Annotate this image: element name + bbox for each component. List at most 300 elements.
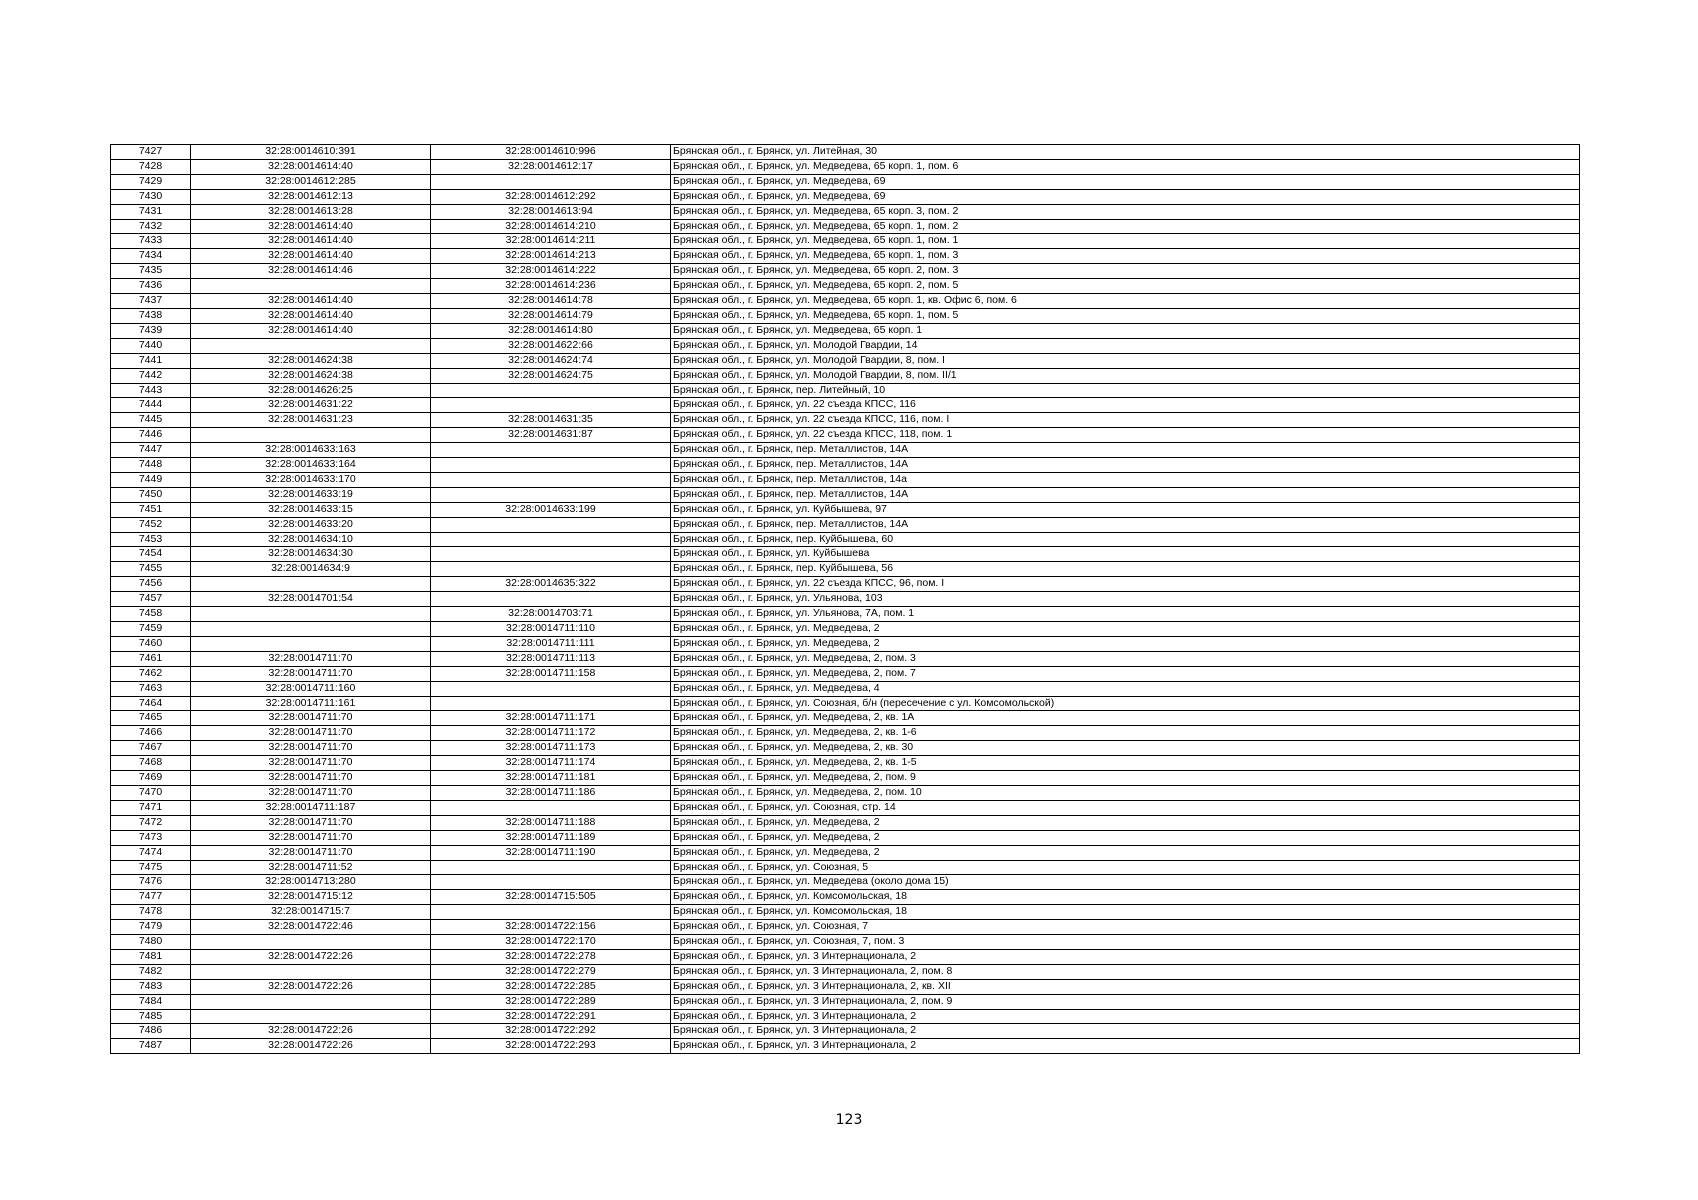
table-row — [111, 308, 1580, 323]
land-cadastral-number-cell — [191, 964, 431, 979]
land-cadastral-number-cell: 32:28:0014722:26 — [191, 1039, 431, 1054]
row-number-cell: 7481 — [111, 949, 191, 964]
address-cell: Брянская обл., г. Брянск, ул. 3 Интернационала, 2, пом. 8 — [671, 964, 1580, 979]
row-number-cell: 7432 — [111, 219, 191, 234]
address-cell: Брянская обл., г. Брянск, ул. Комсомольская, 18 — [671, 905, 1580, 920]
land-cadastral-number-cell: 32:28:0014614:40 — [191, 308, 431, 323]
row-number-cell: 7429 — [111, 174, 191, 189]
object-cadastral-number-cell: 32:28:0014722:292 — [431, 1024, 671, 1039]
object-cadastral-number-cell: 32:28:0014624:74 — [431, 353, 671, 368]
row-number-cell: 7461 — [111, 651, 191, 666]
row-number-cell: 7445 — [111, 413, 191, 428]
table-row — [111, 353, 1580, 368]
address-cell: Брянская обл., г. Брянск, ул. Куйбышева, 97 — [671, 502, 1580, 517]
row-number-cell: 7440 — [111, 338, 191, 353]
address-cell: Брянская обл., г. Брянск, ул. Медведева, 2 — [671, 815, 1580, 830]
land-cadastral-number-cell — [191, 636, 431, 651]
address-cell: Брянская обл., г. Брянск, ул. Медведева, 65 корп. 1, пом. 5 — [671, 308, 1580, 323]
land-cadastral-number-cell: 32:28:0014613:28 — [191, 204, 431, 219]
table-row — [111, 383, 1580, 398]
row-number-cell: 7478 — [111, 905, 191, 920]
address-cell: Брянская обл., г. Брянск, ул. Куйбышева — [671, 547, 1580, 562]
table-row — [111, 875, 1580, 890]
row-number-cell: 7442 — [111, 368, 191, 383]
object-cadastral-number-cell: 32:28:0014613:94 — [431, 204, 671, 219]
land-cadastral-number-cell: 32:28:0014711:70 — [191, 741, 431, 756]
object-cadastral-number-cell: 32:28:0014711:158 — [431, 666, 671, 681]
object-cadastral-number-cell — [431, 487, 671, 502]
land-cadastral-number-cell: 32:28:0014711:70 — [191, 771, 431, 786]
row-number-cell: 7457 — [111, 592, 191, 607]
row-number-cell: 7452 — [111, 517, 191, 532]
object-cadastral-number-cell: 32:28:0014614:78 — [431, 294, 671, 309]
table-row — [111, 964, 1580, 979]
object-cadastral-number-cell — [431, 696, 671, 711]
row-number-cell: 7451 — [111, 502, 191, 517]
row-number-cell: 7464 — [111, 696, 191, 711]
address-cell: Брянская обл., г. Брянск, пер. Металлистов, 14А — [671, 487, 1580, 502]
land-cadastral-number-cell: 32:28:0014614:40 — [191, 294, 431, 309]
table-row — [111, 905, 1580, 920]
address-cell: Брянская обл., г. Брянск, ул. Медведева, 2 — [671, 622, 1580, 637]
table-row — [111, 651, 1580, 666]
table-row — [111, 741, 1580, 756]
table-row — [111, 860, 1580, 875]
address-cell: Брянская обл., г. Брянск, ул. Молодой Гвардии, 8, пом. II/1 — [671, 368, 1580, 383]
object-cadastral-number-cell — [431, 383, 671, 398]
object-cadastral-number-cell: 32:28:0014711:173 — [431, 741, 671, 756]
row-number-cell: 7450 — [111, 487, 191, 502]
row-number-cell: 7459 — [111, 622, 191, 637]
table-row — [111, 845, 1580, 860]
row-number-cell: 7447 — [111, 443, 191, 458]
object-cadastral-number-cell — [431, 875, 671, 890]
object-cadastral-number-cell: 32:28:0014711:110 — [431, 622, 671, 637]
land-cadastral-number-cell — [191, 622, 431, 637]
object-cadastral-number-cell — [431, 472, 671, 487]
row-number-cell: 7477 — [111, 890, 191, 905]
row-number-cell: 7479 — [111, 920, 191, 935]
object-cadastral-number-cell: 32:28:0014635:322 — [431, 577, 671, 592]
page-number: 123 — [835, 1112, 863, 1128]
land-cadastral-number-cell: 32:28:0014614:46 — [191, 264, 431, 279]
object-cadastral-number-cell: 32:28:0014711:188 — [431, 815, 671, 830]
land-cadastral-number-cell: 32:28:0014614:40 — [191, 234, 431, 249]
object-cadastral-number-cell: 32:28:0014614:222 — [431, 264, 671, 279]
address-cell: Брянская обл., г. Брянск, ул. Медведева, 2, пом. 7 — [671, 666, 1580, 681]
row-number-cell: 7448 — [111, 458, 191, 473]
land-cadastral-number-cell: 32:28:0014722:26 — [191, 949, 431, 964]
row-number-cell: 7462 — [111, 666, 191, 681]
table-row — [111, 159, 1580, 174]
land-cadastral-number-cell: 32:28:0014711:70 — [191, 711, 431, 726]
object-cadastral-number-cell: 32:28:0014722:285 — [431, 979, 671, 994]
object-cadastral-number-cell: 32:28:0014633:199 — [431, 502, 671, 517]
row-number-cell: 7430 — [111, 189, 191, 204]
address-cell: Брянская обл., г. Брянск, пер. Металлистов, 14а — [671, 472, 1580, 487]
object-cadastral-number-cell: 32:28:0014614:79 — [431, 308, 671, 323]
table-row — [111, 264, 1580, 279]
table-row — [111, 294, 1580, 309]
object-cadastral-number-cell — [431, 681, 671, 696]
table-row — [111, 756, 1580, 771]
table-row — [111, 1024, 1580, 1039]
table-row — [111, 815, 1580, 830]
land-cadastral-number-cell: 32:28:0014614:40 — [191, 249, 431, 264]
table-row — [111, 979, 1580, 994]
row-number-cell: 7460 — [111, 636, 191, 651]
address-cell: Брянская обл., г. Брянск, ул. 22 съезда КПСС, 96, пом. I — [671, 577, 1580, 592]
land-cadastral-number-cell: 32:28:0014711:161 — [191, 696, 431, 711]
row-number-cell: 7438 — [111, 308, 191, 323]
object-cadastral-number-cell: 32:28:0014614:211 — [431, 234, 671, 249]
land-cadastral-number-cell — [191, 1009, 431, 1024]
address-cell: Брянская обл., г. Брянск, ул. Медведева, 65 корп. 1, пом. 3 — [671, 249, 1580, 264]
address-cell: Брянская обл., г. Брянск, ул. Медведева, 65 корп. 1, пом. 1 — [671, 234, 1580, 249]
land-cadastral-number-cell: 32:28:0014711:70 — [191, 666, 431, 681]
address-cell: Брянская обл., г. Брянск, ул. Медведева, 2, кв. 1-6 — [671, 726, 1580, 741]
object-cadastral-number-cell: 32:28:0014612:17 — [431, 159, 671, 174]
table-row — [111, 890, 1580, 905]
table-row — [111, 636, 1580, 651]
address-cell: Брянская обл., г. Брянск, ул. 3 Интернационала, 2, пом. 9 — [671, 994, 1580, 1009]
object-cadastral-number-cell: 32:28:0014631:35 — [431, 413, 671, 428]
land-cadastral-number-cell: 32:28:0014633:170 — [191, 472, 431, 487]
address-cell: Брянская обл., г. Брянск, ул. Медведева, 65 корп. 3, пом. 2 — [671, 204, 1580, 219]
row-number-cell: 7444 — [111, 398, 191, 413]
object-cadastral-number-cell: 32:28:0014711:189 — [431, 830, 671, 845]
land-cadastral-number-cell: 32:28:0014633:19 — [191, 487, 431, 502]
table-row — [111, 189, 1580, 204]
row-number-cell: 7456 — [111, 577, 191, 592]
object-cadastral-number-cell: 32:28:0014722:278 — [431, 949, 671, 964]
table-row — [111, 472, 1580, 487]
address-cell: Брянская обл., г. Брянск, ул. Медведева, 2 — [671, 845, 1580, 860]
address-cell: Брянская обл., г. Брянск, ул. Молодой Гвардии, 14 — [671, 338, 1580, 353]
land-cadastral-number-cell: 32:28:0014612:285 — [191, 174, 431, 189]
land-cadastral-number-cell: 32:28:0014633:20 — [191, 517, 431, 532]
table-row — [111, 949, 1580, 964]
object-cadastral-number-cell — [431, 458, 671, 473]
land-cadastral-number-cell: 32:28:0014711:70 — [191, 651, 431, 666]
address-cell: Брянская обл., г. Брянск, ул. Союзная, 5 — [671, 860, 1580, 875]
address-cell: Брянская обл., г. Брянск, ул. Медведева, 65 корп. 1 — [671, 323, 1580, 338]
row-number-cell: 7467 — [111, 741, 191, 756]
land-cadastral-number-cell: 32:28:0014614:40 — [191, 159, 431, 174]
row-number-cell: 7455 — [111, 562, 191, 577]
address-cell: Брянская обл., г. Брянск, ул. 3 Интернационала, 2 — [671, 1024, 1580, 1039]
row-number-cell: 7470 — [111, 785, 191, 800]
address-cell: Брянская обл., г. Брянск, ул. 3 Интернационала, 2 — [671, 1009, 1580, 1024]
table-row — [111, 800, 1580, 815]
row-number-cell: 7476 — [111, 875, 191, 890]
table-row — [111, 771, 1580, 786]
row-number-cell: 7482 — [111, 964, 191, 979]
table-row — [111, 458, 1580, 473]
row-number-cell: 7439 — [111, 323, 191, 338]
land-cadastral-number-cell: 32:28:0014711:187 — [191, 800, 431, 815]
land-cadastral-number-cell: 32:28:0014711:70 — [191, 726, 431, 741]
row-number-cell: 7443 — [111, 383, 191, 398]
property-table-body — [111, 145, 1580, 1054]
address-cell: Брянская обл., г. Брянск, ул. 22 съезда КПСС, 118, пом. 1 — [671, 428, 1580, 443]
land-cadastral-number-cell: 32:28:0014711:70 — [191, 830, 431, 845]
row-number-cell: 7453 — [111, 532, 191, 547]
land-cadastral-number-cell: 32:28:0014633:15 — [191, 502, 431, 517]
address-cell: Брянская обл., г. Брянск, ул. Союзная, б/н (пересечение с ул. Комсомольской) — [671, 696, 1580, 711]
address-cell: Брянская обл., г. Брянск, ул. 3 Интернационала, 2 — [671, 949, 1580, 964]
table-row — [111, 532, 1580, 547]
land-cadastral-number-cell: 32:28:0014634:30 — [191, 547, 431, 562]
row-number-cell: 7454 — [111, 547, 191, 562]
address-cell: Брянская обл., г. Брянск, ул. Медведева, 2, кв. 30 — [671, 741, 1580, 756]
object-cadastral-number-cell — [431, 860, 671, 875]
address-cell: Брянская обл., г. Брянск, ул. Медведева, 65 корп. 1, пом. 6 — [671, 159, 1580, 174]
land-cadastral-number-cell: 32:28:0014633:163 — [191, 443, 431, 458]
land-cadastral-number-cell — [191, 279, 431, 294]
address-cell: Брянская обл., г. Брянск, ул. Медведева, 65 корп. 2, пом. 5 — [671, 279, 1580, 294]
address-cell: Брянская обл., г. Брянск, ул. Медведева, 69 — [671, 189, 1580, 204]
land-cadastral-number-cell — [191, 338, 431, 353]
table-row — [111, 145, 1580, 160]
table-row — [111, 830, 1580, 845]
table-row — [111, 234, 1580, 249]
object-cadastral-number-cell — [431, 174, 671, 189]
object-cadastral-number-cell: 32:28:0014614:213 — [431, 249, 671, 264]
table-row — [111, 726, 1580, 741]
address-cell: Брянская обл., г. Брянск, ул. Медведева, 4 — [671, 681, 1580, 696]
table-row — [111, 666, 1580, 681]
row-number-cell: 7466 — [111, 726, 191, 741]
table-row — [111, 622, 1580, 637]
row-number-cell: 7484 — [111, 994, 191, 1009]
address-cell: Брянская обл., г. Брянск, ул. Медведева, 2, пом. 9 — [671, 771, 1580, 786]
row-number-cell: 7468 — [111, 756, 191, 771]
table-row — [111, 443, 1580, 458]
object-cadastral-number-cell — [431, 443, 671, 458]
table-row — [111, 607, 1580, 622]
object-cadastral-number-cell: 32:28:0014711:111 — [431, 636, 671, 651]
address-cell: Брянская обл., г. Брянск, пер. Куйбышева, 56 — [671, 562, 1580, 577]
address-cell: Брянская обл., г. Брянск, ул. Медведева, 65 корп. 1, пом. 2 — [671, 219, 1580, 234]
object-cadastral-number-cell — [431, 592, 671, 607]
row-number-cell: 7463 — [111, 681, 191, 696]
object-cadastral-number-cell: 32:28:0014622:66 — [431, 338, 671, 353]
object-cadastral-number-cell — [431, 532, 671, 547]
land-cadastral-number-cell — [191, 607, 431, 622]
row-number-cell: 7431 — [111, 204, 191, 219]
object-cadastral-number-cell: 32:28:0014631:87 — [431, 428, 671, 443]
table-row — [111, 935, 1580, 950]
address-cell: Брянская обл., г. Брянск, пер. Металлистов, 14А — [671, 443, 1580, 458]
table-row — [111, 398, 1580, 413]
object-cadastral-number-cell: 32:28:0014722:293 — [431, 1039, 671, 1054]
row-number-cell: 7485 — [111, 1009, 191, 1024]
land-cadastral-number-cell: 32:28:0014711:70 — [191, 845, 431, 860]
row-number-cell: 7473 — [111, 830, 191, 845]
land-cadastral-number-cell: 32:28:0014711:70 — [191, 756, 431, 771]
address-cell: Брянская обл., г. Брянск, ул. Медведева, 2, кв. 1А — [671, 711, 1580, 726]
table-row — [111, 502, 1580, 517]
object-cadastral-number-cell: 32:28:0014722:279 — [431, 964, 671, 979]
address-cell: Брянская обл., г. Брянск, ул. Литейная, 30 — [671, 145, 1580, 160]
row-number-cell: 7435 — [111, 264, 191, 279]
land-cadastral-number-cell: 32:28:0014633:164 — [191, 458, 431, 473]
object-cadastral-number-cell: 32:28:0014711:113 — [431, 651, 671, 666]
object-cadastral-number-cell: 32:28:0014715:505 — [431, 890, 671, 905]
object-cadastral-number-cell: 32:28:0014614:210 — [431, 219, 671, 234]
land-cadastral-number-cell: 32:28:0014715:12 — [191, 890, 431, 905]
address-cell: Брянская обл., г. Брянск, ул. Союзная, стр. 14 — [671, 800, 1580, 815]
land-cadastral-number-cell: 32:28:0014634:9 — [191, 562, 431, 577]
address-cell: Брянская обл., г. Брянск, ул. Медведева, 69 — [671, 174, 1580, 189]
object-cadastral-number-cell: 32:28:0014722:291 — [431, 1009, 671, 1024]
table-row — [111, 1039, 1580, 1054]
table-row — [111, 174, 1580, 189]
object-cadastral-number-cell: 32:28:0014722:289 — [431, 994, 671, 1009]
table-row — [111, 279, 1580, 294]
land-cadastral-number-cell: 32:28:0014631:23 — [191, 413, 431, 428]
table-row — [111, 547, 1580, 562]
row-number-cell: 7434 — [111, 249, 191, 264]
address-cell: Брянская обл., г. Брянск, пер. Литейный, 10 — [671, 383, 1580, 398]
table-row — [111, 592, 1580, 607]
row-number-cell: 7428 — [111, 159, 191, 174]
address-cell: Брянская обл., г. Брянск, ул. Медведева, 2, пом. 3 — [671, 651, 1580, 666]
land-cadastral-number-cell: 32:28:0014722:26 — [191, 1024, 431, 1039]
object-cadastral-number-cell — [431, 905, 671, 920]
address-cell: Брянская обл., г. Брянск, ул. Ульянова, 7А, пом. 1 — [671, 607, 1580, 622]
address-cell: Брянская обл., г. Брянск, ул. Молодой Гвардии, 8, пом. I — [671, 353, 1580, 368]
row-number-cell: 7487 — [111, 1039, 191, 1054]
object-cadastral-number-cell: 32:28:0014711:171 — [431, 711, 671, 726]
address-cell: Брянская обл., г. Брянск, ул. Медведева, 2, пом. 10 — [671, 785, 1580, 800]
row-number-cell: 7474 — [111, 845, 191, 860]
address-cell: Брянская обл., г. Брянск, ул. 22 съезда КПСС, 116 — [671, 398, 1580, 413]
object-cadastral-number-cell: 32:28:0014711:190 — [431, 845, 671, 860]
row-number-cell: 7441 — [111, 353, 191, 368]
table-row — [111, 413, 1580, 428]
object-cadastral-number-cell — [431, 800, 671, 815]
land-cadastral-number-cell: 32:28:0014610:391 — [191, 145, 431, 160]
object-cadastral-number-cell: 32:28:0014610:996 — [431, 145, 671, 160]
address-cell: Брянская обл., г. Брянск, ул. 3 Интернационала, 2 — [671, 1039, 1580, 1054]
address-cell: Брянская обл., г. Брянск, пер. Куйбышева, 60 — [671, 532, 1580, 547]
address-cell: Брянская обл., г. Брянск, пер. Металлистов, 14А — [671, 458, 1580, 473]
table-row — [111, 219, 1580, 234]
object-cadastral-number-cell: 32:28:0014614:80 — [431, 323, 671, 338]
table-row — [111, 994, 1580, 1009]
address-cell: Брянская обл., г. Брянск, ул. Медведева (около дома 15) — [671, 875, 1580, 890]
table-row — [111, 428, 1580, 443]
object-cadastral-number-cell: 32:28:0014711:172 — [431, 726, 671, 741]
address-cell: Брянская обл., г. Брянск, ул. Союзная, 7, пом. 3 — [671, 935, 1580, 950]
table-row — [111, 785, 1580, 800]
row-number-cell: 7458 — [111, 607, 191, 622]
address-cell: Брянская обл., г. Брянск, ул. Медведева, 65 корп. 2, пом. 3 — [671, 264, 1580, 279]
land-cadastral-number-cell: 32:28:0014715:7 — [191, 905, 431, 920]
land-cadastral-number-cell: 32:28:0014614:40 — [191, 323, 431, 338]
table-row — [111, 711, 1580, 726]
land-cadastral-number-cell: 32:28:0014722:26 — [191, 979, 431, 994]
table-row — [111, 577, 1580, 592]
object-cadastral-number-cell: 32:28:0014612:292 — [431, 189, 671, 204]
land-cadastral-number-cell: 32:28:0014701:54 — [191, 592, 431, 607]
row-number-cell: 7475 — [111, 860, 191, 875]
land-cadastral-number-cell: 32:28:0014634:10 — [191, 532, 431, 547]
land-cadastral-number-cell: 32:28:0014711:160 — [191, 681, 431, 696]
table-row — [111, 1009, 1580, 1024]
object-cadastral-number-cell — [431, 398, 671, 413]
table-row — [111, 368, 1580, 383]
land-cadastral-number-cell: 32:28:0014711:70 — [191, 785, 431, 800]
row-number-cell: 7436 — [111, 279, 191, 294]
object-cadastral-number-cell: 32:28:0014722:156 — [431, 920, 671, 935]
row-number-cell: 7465 — [111, 711, 191, 726]
land-cadastral-number-cell: 32:28:0014626:25 — [191, 383, 431, 398]
row-number-cell: 7437 — [111, 294, 191, 309]
land-cadastral-number-cell — [191, 428, 431, 443]
land-cadastral-number-cell: 32:28:0014612:13 — [191, 189, 431, 204]
row-number-cell: 7486 — [111, 1024, 191, 1039]
object-cadastral-number-cell: 32:28:0014722:170 — [431, 935, 671, 950]
land-cadastral-number-cell: 32:28:0014711:52 — [191, 860, 431, 875]
table-row — [111, 249, 1580, 264]
object-cadastral-number-cell — [431, 547, 671, 562]
land-cadastral-number-cell: 32:28:0014624:38 — [191, 368, 431, 383]
row-number-cell: 7480 — [111, 935, 191, 950]
row-number-cell: 7427 — [111, 145, 191, 160]
land-cadastral-number-cell: 32:28:0014614:40 — [191, 219, 431, 234]
object-cadastral-number-cell: 32:28:0014624:75 — [431, 368, 671, 383]
object-cadastral-number-cell: 32:28:0014711:181 — [431, 771, 671, 786]
table-row — [111, 487, 1580, 502]
table-row — [111, 323, 1580, 338]
table-row — [111, 338, 1580, 353]
row-number-cell: 7469 — [111, 771, 191, 786]
address-cell: Брянская обл., г. Брянск, ул. Ульянова, 103 — [671, 592, 1580, 607]
land-cadastral-number-cell: 32:28:0014711:70 — [191, 815, 431, 830]
table-row — [111, 562, 1580, 577]
address-cell: Брянская обл., г. Брянск, ул. Комсомольская, 18 — [671, 890, 1580, 905]
land-cadastral-number-cell: 32:28:0014722:46 — [191, 920, 431, 935]
table-row — [111, 204, 1580, 219]
row-number-cell: 7472 — [111, 815, 191, 830]
row-number-cell: 7433 — [111, 234, 191, 249]
row-number-cell: 7483 — [111, 979, 191, 994]
table-row — [111, 517, 1580, 532]
address-cell: Брянская обл., г. Брянск, ул. 22 съезда КПСС, 116, пом. I — [671, 413, 1580, 428]
address-cell: Брянская обл., г. Брянск, ул. Союзная, 7 — [671, 920, 1580, 935]
object-cadastral-number-cell: 32:28:0014614:236 — [431, 279, 671, 294]
row-number-cell: 7446 — [111, 428, 191, 443]
table-row — [111, 681, 1580, 696]
table-row — [111, 920, 1580, 935]
address-cell: Брянская обл., г. Брянск, ул. Медведева, 2 — [671, 636, 1580, 651]
object-cadastral-number-cell — [431, 562, 671, 577]
table-row — [111, 696, 1580, 711]
object-cadastral-number-cell: 32:28:0014711:174 — [431, 756, 671, 771]
row-number-cell: 7449 — [111, 472, 191, 487]
land-cadastral-number-cell — [191, 935, 431, 950]
object-cadastral-number-cell — [431, 517, 671, 532]
object-cadastral-number-cell: 32:28:0014703:71 — [431, 607, 671, 622]
address-cell: Брянская обл., г. Брянск, ул. Медведева, 65 корп. 1, кв. Офис 6, пом. 6 — [671, 294, 1580, 309]
row-number-cell: 7471 — [111, 800, 191, 815]
land-cadastral-number-cell: 32:28:0014624:38 — [191, 353, 431, 368]
address-cell: Брянская обл., г. Брянск, ул. Медведева, 2, кв. 1-5 — [671, 756, 1580, 771]
property-table — [110, 144, 1580, 1054]
